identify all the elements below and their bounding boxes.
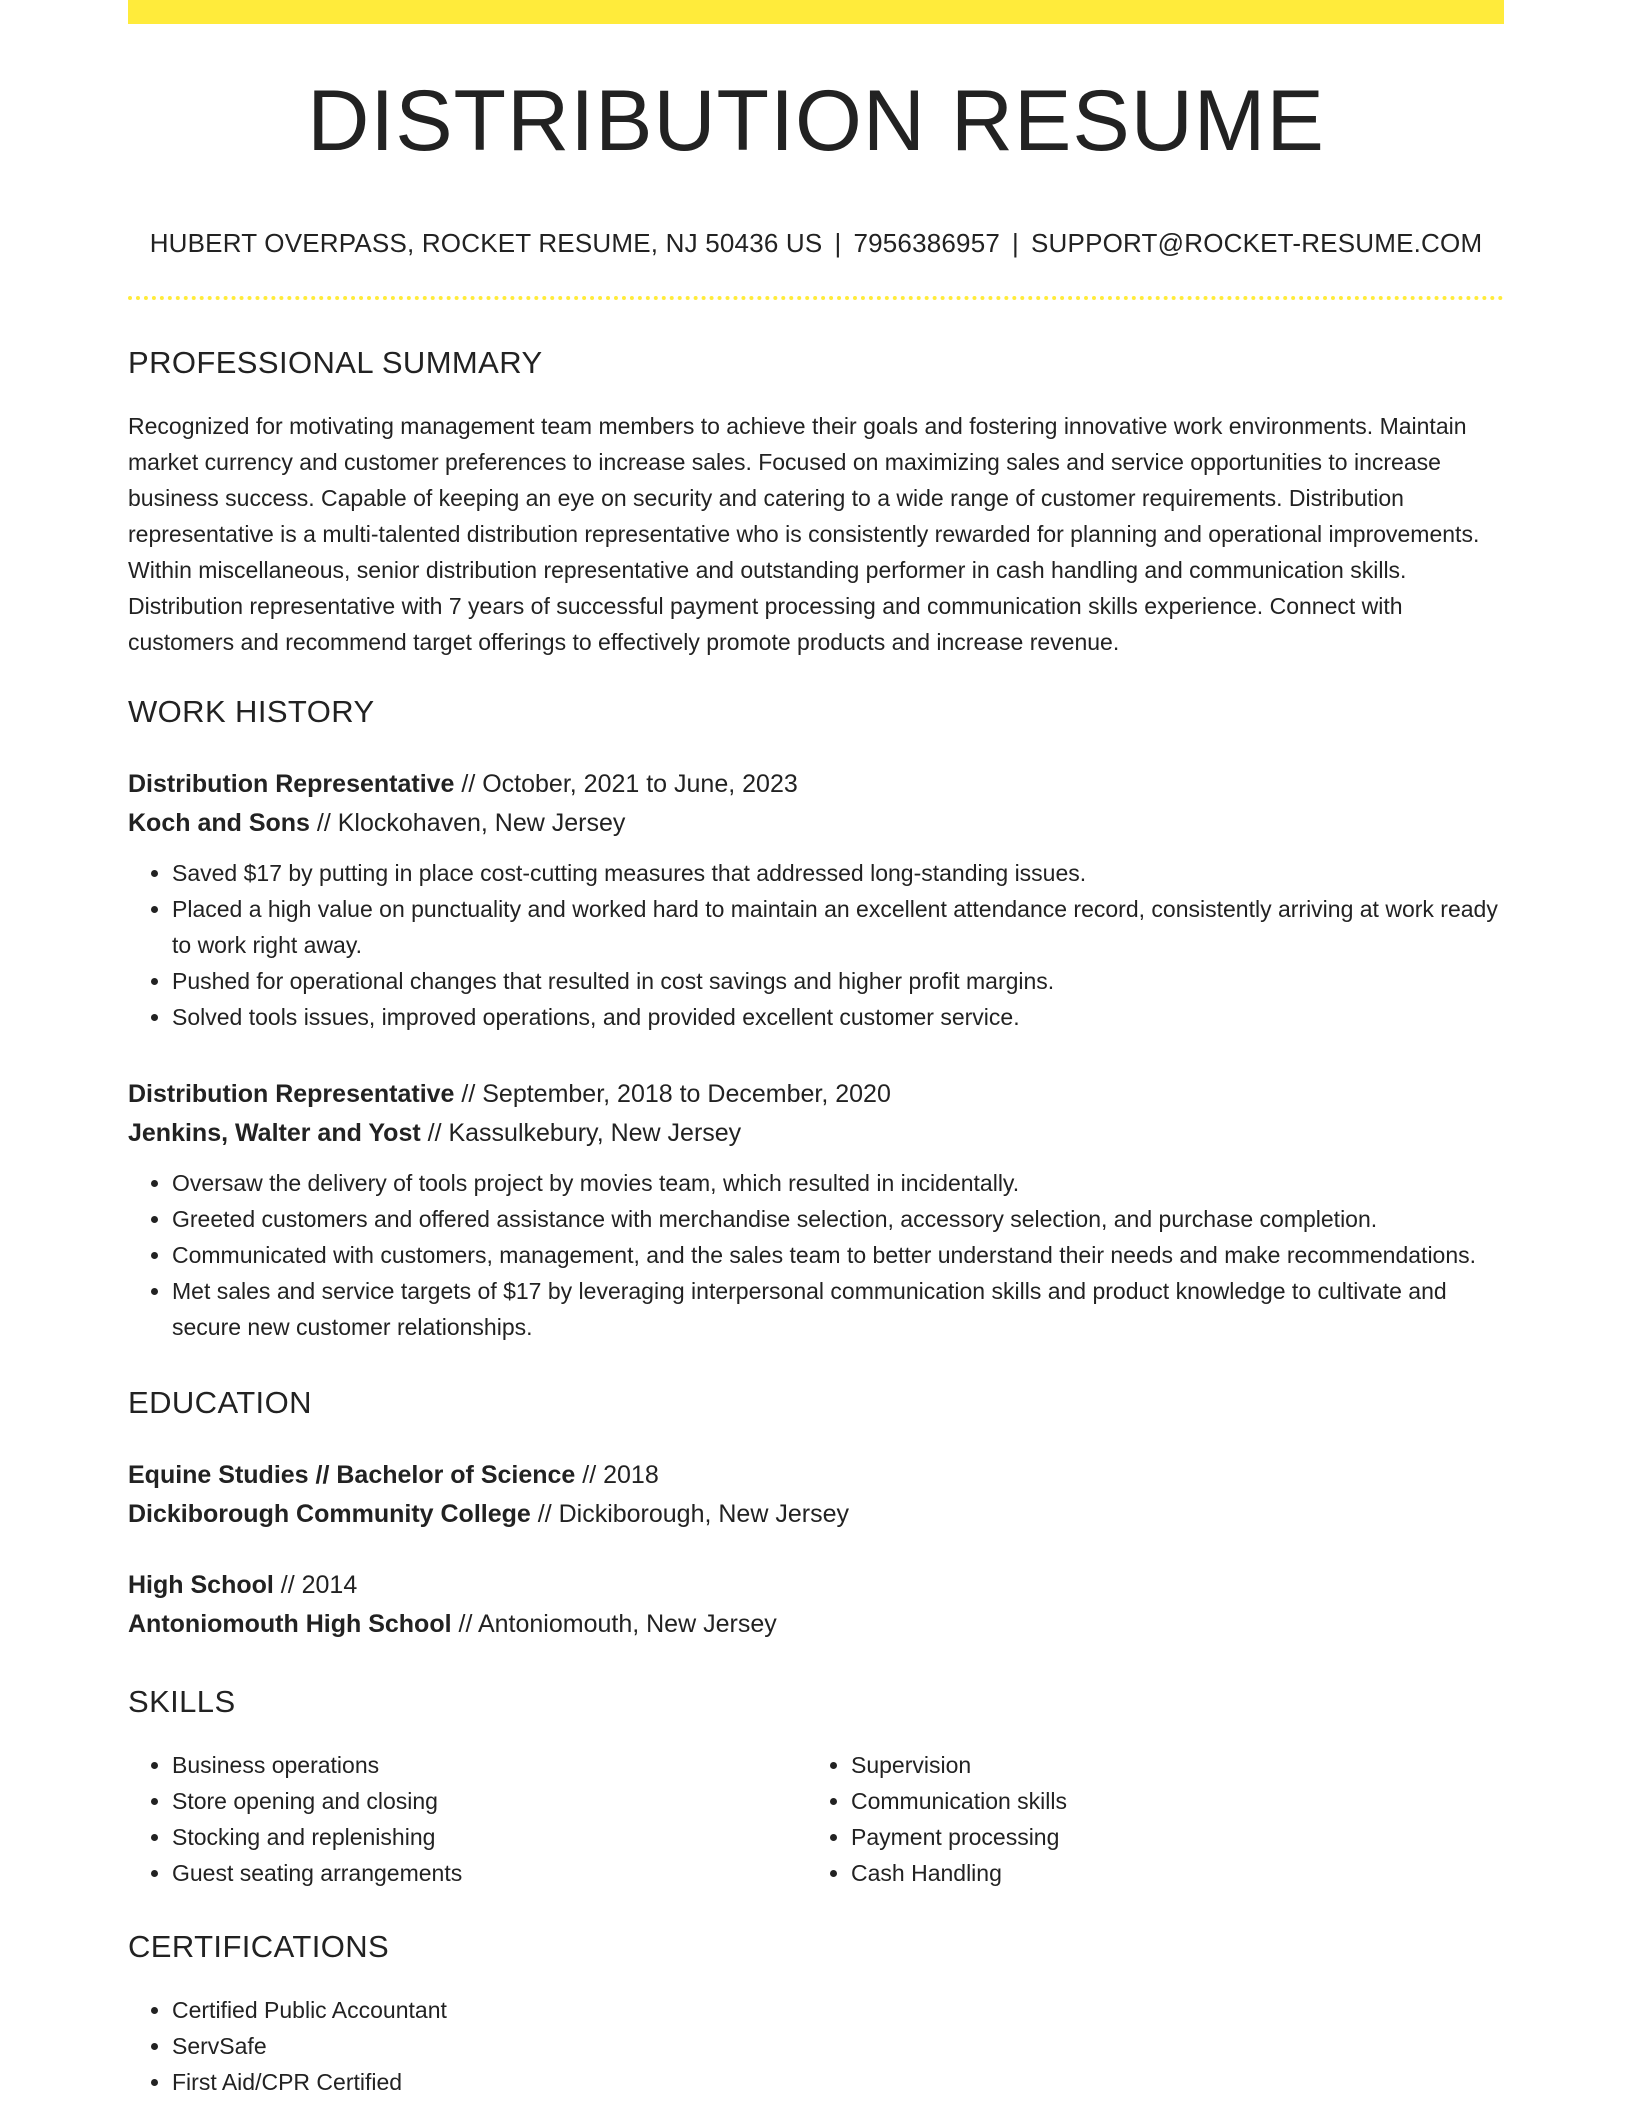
job-dates: // October, 2021 to June, 2023 [454, 770, 798, 798]
job-bullet: • Placed a high value on punctuality and worked hard to maintain an excellent attendance record, consistently arriving at work ready to work right away. [172, 891, 1504, 963]
job-bullets [128, 855, 1504, 1035]
skill-item: • Payment processing [851, 1819, 1486, 1855]
skill-item: • Cash Handling [851, 1855, 1486, 1891]
skill-item: • Communication skills [851, 1783, 1486, 1819]
education-heading: EDUCATION [128, 1385, 312, 1420]
job-title: Distribution Representative [128, 770, 455, 798]
job-bullet: • Pushed for operational changes that resulted in cost savings and higher profit margins. [172, 963, 1504, 999]
skills-heading: SKILLS [128, 1684, 236, 1719]
education-school: Antoniomouth High School [128, 1610, 452, 1638]
certifications-list [128, 1992, 1504, 2100]
contact-email: SUPPORT@ROCKET-RESUME.COM [1031, 228, 1483, 258]
job-company-line [128, 1114, 1504, 1153]
contact-line [128, 230, 1504, 256]
education-degree: Equine Studies // Bachelor of Science [128, 1461, 576, 1489]
certification-item: • ServSafe [172, 2028, 1504, 2064]
skill-item: • Business operations [172, 1747, 807, 1783]
job-title-line [128, 1075, 1504, 1114]
top-accent-bar [128, 0, 1504, 24]
job-entry [128, 765, 1504, 1035]
summary-heading: PROFESSIONAL SUMMARY [128, 345, 543, 380]
job-title-line [128, 765, 1504, 804]
job-bullet: • Communicated with customers, management, and the sales team to better understand their needs and make recommendations. [172, 1237, 1504, 1273]
job-dates: // September, 2018 to December, 2020 [454, 1080, 891, 1108]
education-location: // Antoniomouth, New Jersey [451, 1610, 777, 1638]
job-title: Distribution Representative [128, 1080, 455, 1108]
education-location: // Dickiborough, New Jersey [530, 1500, 849, 1528]
certification-item: • Certified Public Accountant [172, 1992, 1504, 2028]
job-location: // Klockohaven, New Jersey [309, 809, 626, 837]
education-entry [128, 1456, 1504, 1534]
work-history-heading: WORK HISTORY [128, 694, 375, 729]
header-divider [128, 296, 1504, 300]
skills-columns [128, 1747, 1504, 1891]
education-entry [128, 1566, 1504, 1644]
skill-item: • Store opening and closing [172, 1783, 807, 1819]
education-degree-line [128, 1456, 1504, 1495]
education-year: // 2014 [273, 1571, 358, 1599]
resume-title: DISTRIBUTION RESUME [307, 73, 1325, 169]
skill-item: • Guest seating arrangements [172, 1855, 807, 1891]
contact-phone: 7956386957 [853, 228, 1001, 258]
job-bullet: • Oversaw the delivery of tools project by movies team, which resulted in incidentally. [172, 1165, 1504, 1201]
job-bullet: • Saved $17 by putting in place cost-cutting measures that addressed long-standing issues. [172, 855, 1504, 891]
summary-text: Recognized for motivating management team members to achieve their goals and fostering innovative work environments. Maintain market currency and customer preferences to increase sales. Focused on maximizing sales and service opportunities to increase business success. Capable of keeping an eye on security and catering to a wide range of customer requirements. Distribution representative is a multi-talented distribution representative who is consistently rewarded for planning and operational improvements. Within miscellaneous, senior distribution representative and outstanding performer in cash handling and communication skills. Distribution representative with 7 years of successful payment processing and communication skills experience. Connect with customers and recommend target offerings to effectively promote products and increase revenue. [128, 413, 1480, 655]
education-school: Dickiborough Community College [128, 1500, 531, 1528]
job-company-line [128, 804, 1504, 843]
contact-address: HUBERT OVERPASS, ROCKET RESUME, NJ 50436 US [149, 228, 823, 258]
contact-separator: | [834, 228, 842, 258]
resume-page [128, 0, 1504, 2100]
education-school-line [128, 1605, 1504, 1644]
job-company: Jenkins, Walter and Yost [128, 1119, 421, 1147]
job-bullets [128, 1165, 1504, 1345]
skill-item: • Supervision [851, 1747, 1486, 1783]
skill-item: • Stocking and replenishing [172, 1819, 807, 1855]
skills-list-right [807, 1747, 1486, 1891]
job-bullet: • Greeted customers and offered assistance with merchandise selection, accessory selection, and purchase completion. [172, 1201, 1504, 1237]
certifications-heading: CERTIFICATIONS [128, 1929, 390, 1964]
education-degree-line [128, 1566, 1504, 1605]
contact-separator: | [1012, 228, 1020, 258]
certification-item: • First Aid/CPR Certified [172, 2064, 1504, 2100]
job-company: Koch and Sons [128, 809, 310, 837]
education-school-line [128, 1495, 1504, 1534]
job-bullet: • Solved tools issues, improved operations, and provided excellent customer service. [172, 999, 1504, 1035]
education-year: // 2018 [575, 1461, 659, 1489]
job-entry [128, 1075, 1504, 1345]
skills-list-left [128, 1747, 807, 1891]
job-location: // Kassulkebury, New Jersey [420, 1119, 742, 1147]
job-bullet: • Met sales and service targets of $17 by leveraging interpersonal communication skills and product knowledge to cultivate and secure new customer relationships. [172, 1273, 1504, 1345]
education-degree: High School [128, 1571, 274, 1599]
